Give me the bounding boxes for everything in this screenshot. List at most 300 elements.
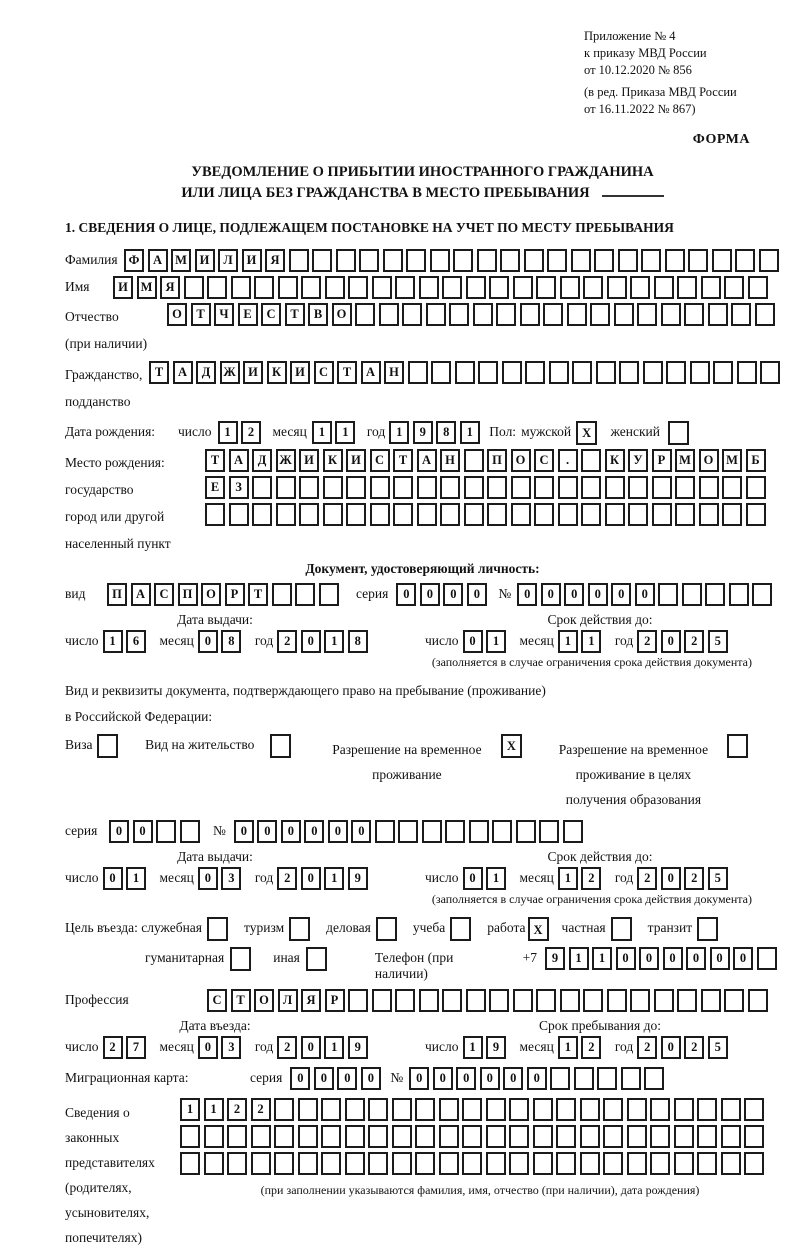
- char-cell[interactable]: [513, 989, 533, 1012]
- char-cell[interactable]: Ч: [214, 303, 234, 326]
- char-cell[interactable]: [744, 1125, 764, 1148]
- char-cell[interactable]: [393, 476, 413, 499]
- char-cell[interactable]: Т: [205, 449, 225, 472]
- char-cell[interactable]: [415, 1152, 435, 1175]
- char-cell[interactable]: 6: [126, 630, 146, 653]
- char-cell[interactable]: [603, 1125, 623, 1148]
- char-cell[interactable]: [489, 276, 509, 299]
- char-cell[interactable]: 0: [337, 1067, 357, 1090]
- char-cell[interactable]: [406, 249, 426, 272]
- char-cell[interactable]: 5: [708, 1036, 728, 1059]
- char-cell[interactable]: [500, 249, 520, 272]
- char-cell[interactable]: 0: [635, 583, 655, 606]
- char-cell[interactable]: [627, 1098, 647, 1121]
- char-cell[interactable]: 1: [218, 421, 238, 444]
- char-cell[interactable]: [556, 1152, 576, 1175]
- char-cell[interactable]: [724, 989, 744, 1012]
- char-cell[interactable]: [370, 503, 390, 526]
- char-cell[interactable]: [180, 820, 200, 843]
- char-cell[interactable]: Я: [301, 989, 321, 1012]
- char-cell[interactable]: [675, 503, 695, 526]
- char-cell[interactable]: [274, 1098, 294, 1121]
- char-cell[interactable]: [516, 820, 536, 843]
- char-cell[interactable]: [469, 820, 489, 843]
- char-cell[interactable]: И: [242, 249, 262, 272]
- char-cell[interactable]: [583, 989, 603, 1012]
- char-cell[interactable]: [614, 303, 634, 326]
- char-cell[interactable]: 5: [708, 867, 728, 890]
- char-cell[interactable]: [415, 1098, 435, 1121]
- char-cell[interactable]: И: [113, 276, 133, 299]
- char-cell[interactable]: [712, 249, 732, 272]
- char-cell[interactable]: И: [299, 449, 319, 472]
- char-cell[interactable]: [520, 303, 540, 326]
- char-cell[interactable]: [462, 1152, 482, 1175]
- char-cell[interactable]: П: [178, 583, 198, 606]
- char-cell[interactable]: [462, 1098, 482, 1121]
- char-cell[interactable]: Ф: [124, 249, 144, 272]
- char-cell[interactable]: О: [254, 989, 274, 1012]
- char-cell[interactable]: С: [207, 989, 227, 1012]
- char-cell[interactable]: И: [290, 361, 310, 384]
- char-cell[interactable]: [487, 476, 507, 499]
- char-cell[interactable]: 0: [351, 820, 371, 843]
- char-cell[interactable]: Н: [440, 449, 460, 472]
- char-cell[interactable]: И: [346, 449, 366, 472]
- char-cell[interactable]: 0: [527, 1067, 547, 1090]
- char-cell[interactable]: [760, 361, 780, 384]
- char-cell[interactable]: 2: [637, 1036, 657, 1059]
- char-cell[interactable]: [525, 361, 545, 384]
- char-cell[interactable]: 0: [109, 820, 129, 843]
- char-cell[interactable]: [581, 503, 601, 526]
- temp-residence-checkbox[interactable]: X: [501, 734, 522, 758]
- char-cell[interactable]: 2: [227, 1098, 247, 1121]
- char-cell[interactable]: Е: [238, 303, 258, 326]
- char-cell[interactable]: [666, 361, 686, 384]
- char-cell[interactable]: [298, 1098, 318, 1121]
- char-cell[interactable]: Я: [160, 276, 180, 299]
- char-cell[interactable]: [721, 1152, 741, 1175]
- char-cell[interactable]: [581, 449, 601, 472]
- char-cell[interactable]: [511, 503, 531, 526]
- char-cell[interactable]: 9: [545, 947, 565, 970]
- char-cell[interactable]: О: [699, 449, 719, 472]
- char-cell[interactable]: 0: [639, 947, 659, 970]
- char-cell[interactable]: [392, 1125, 412, 1148]
- char-cell[interactable]: [757, 947, 777, 970]
- char-cell[interactable]: [674, 1152, 694, 1175]
- char-cell[interactable]: Д: [196, 361, 216, 384]
- char-cell[interactable]: С: [261, 303, 281, 326]
- char-cell[interactable]: 0: [314, 1067, 334, 1090]
- char-cell[interactable]: [415, 1125, 435, 1148]
- char-cell[interactable]: 1: [103, 630, 123, 653]
- char-cell[interactable]: [252, 503, 272, 526]
- char-cell[interactable]: [430, 249, 450, 272]
- char-cell[interactable]: [580, 1152, 600, 1175]
- char-cell[interactable]: 1: [558, 1036, 578, 1059]
- char-cell[interactable]: [227, 1125, 247, 1148]
- char-cell[interactable]: [580, 1125, 600, 1148]
- char-cell[interactable]: [204, 1125, 224, 1148]
- char-cell[interactable]: [658, 583, 678, 606]
- char-cell[interactable]: [440, 476, 460, 499]
- char-cell[interactable]: [558, 503, 578, 526]
- char-cell[interactable]: [536, 276, 556, 299]
- char-cell[interactable]: [489, 989, 509, 1012]
- char-cell[interactable]: 2: [684, 1036, 704, 1059]
- char-cell[interactable]: [661, 303, 681, 326]
- char-cell[interactable]: [348, 989, 368, 1012]
- char-cell[interactable]: [464, 476, 484, 499]
- char-cell[interactable]: [509, 1098, 529, 1121]
- char-cell[interactable]: [492, 820, 512, 843]
- char-cell[interactable]: [419, 989, 439, 1012]
- char-cell[interactable]: 2: [277, 867, 297, 890]
- char-cell[interactable]: .: [558, 449, 578, 472]
- char-cell[interactable]: [207, 276, 227, 299]
- char-cell[interactable]: [563, 820, 583, 843]
- char-cell[interactable]: А: [173, 361, 193, 384]
- char-cell[interactable]: 0: [710, 947, 730, 970]
- char-cell[interactable]: [705, 583, 725, 606]
- char-cell[interactable]: [478, 361, 498, 384]
- char-cell[interactable]: [650, 1152, 670, 1175]
- char-cell[interactable]: 9: [413, 421, 433, 444]
- temp-residence-edu-checkbox[interactable]: [727, 734, 748, 758]
- char-cell[interactable]: И: [195, 249, 215, 272]
- char-cell[interactable]: 1: [324, 630, 344, 653]
- char-cell[interactable]: [574, 1067, 594, 1090]
- char-cell[interactable]: [408, 361, 428, 384]
- char-cell[interactable]: [652, 503, 672, 526]
- char-cell[interactable]: 0: [661, 1036, 681, 1059]
- char-cell[interactable]: Н: [384, 361, 404, 384]
- char-cell[interactable]: 0: [480, 1067, 500, 1090]
- char-cell[interactable]: [375, 820, 395, 843]
- char-cell[interactable]: Ж: [276, 449, 296, 472]
- char-cell[interactable]: [276, 476, 296, 499]
- char-cell[interactable]: 0: [198, 867, 218, 890]
- char-cell[interactable]: О: [167, 303, 187, 326]
- char-cell[interactable]: Р: [225, 583, 245, 606]
- char-cell[interactable]: 2: [637, 867, 657, 890]
- char-cell[interactable]: [449, 303, 469, 326]
- char-cell[interactable]: [299, 503, 319, 526]
- char-cell[interactable]: [560, 276, 580, 299]
- char-cell[interactable]: [289, 249, 309, 272]
- char-cell[interactable]: [752, 583, 772, 606]
- char-cell[interactable]: [701, 276, 721, 299]
- char-cell[interactable]: 1: [592, 947, 612, 970]
- char-cell[interactable]: С: [314, 361, 334, 384]
- char-cell[interactable]: 0: [301, 630, 321, 653]
- char-cell[interactable]: [619, 361, 639, 384]
- char-cell[interactable]: 1: [324, 867, 344, 890]
- char-cell[interactable]: 0: [463, 630, 483, 653]
- char-cell[interactable]: [486, 1125, 506, 1148]
- char-cell[interactable]: [393, 503, 413, 526]
- char-cell[interactable]: [359, 249, 379, 272]
- char-cell[interactable]: [274, 1152, 294, 1175]
- char-cell[interactable]: [524, 249, 544, 272]
- char-cell[interactable]: [697, 1152, 717, 1175]
- char-cell[interactable]: 2: [581, 867, 601, 890]
- char-cell[interactable]: [644, 1067, 664, 1090]
- char-cell[interactable]: [252, 476, 272, 499]
- visa-checkbox[interactable]: [97, 734, 118, 758]
- char-cell[interactable]: Е: [205, 476, 225, 499]
- char-cell[interactable]: 0: [463, 867, 483, 890]
- purpose-other-checkbox[interactable]: [306, 947, 327, 971]
- char-cell[interactable]: 1: [486, 630, 506, 653]
- char-cell[interactable]: 0: [588, 583, 608, 606]
- char-cell[interactable]: [368, 1125, 388, 1148]
- char-cell[interactable]: [755, 303, 775, 326]
- char-cell[interactable]: [547, 249, 567, 272]
- char-cell[interactable]: [627, 1152, 647, 1175]
- char-cell[interactable]: [464, 503, 484, 526]
- char-cell[interactable]: [607, 276, 627, 299]
- char-cell[interactable]: О: [201, 583, 221, 606]
- char-cell[interactable]: М: [722, 449, 742, 472]
- char-cell[interactable]: [301, 276, 321, 299]
- char-cell[interactable]: [346, 476, 366, 499]
- char-cell[interactable]: [205, 503, 225, 526]
- char-cell[interactable]: [533, 1098, 553, 1121]
- char-cell[interactable]: [509, 1125, 529, 1148]
- char-cell[interactable]: [426, 303, 446, 326]
- char-cell[interactable]: 0: [733, 947, 753, 970]
- char-cell[interactable]: Т: [337, 361, 357, 384]
- char-cell[interactable]: 0: [396, 583, 416, 606]
- char-cell[interactable]: [439, 1098, 459, 1121]
- char-cell[interactable]: [684, 303, 704, 326]
- char-cell[interactable]: [184, 276, 204, 299]
- char-cell[interactable]: 2: [277, 1036, 297, 1059]
- char-cell[interactable]: С: [370, 449, 390, 472]
- char-cell[interactable]: Т: [149, 361, 169, 384]
- char-cell[interactable]: [533, 1125, 553, 1148]
- char-cell[interactable]: [699, 503, 719, 526]
- char-cell[interactable]: [536, 989, 556, 1012]
- char-cell[interactable]: [312, 249, 332, 272]
- char-cell[interactable]: Т: [231, 989, 251, 1012]
- char-cell[interactable]: И: [243, 361, 263, 384]
- char-cell[interactable]: [180, 1125, 200, 1148]
- char-cell[interactable]: П: [107, 583, 127, 606]
- char-cell[interactable]: 0: [456, 1067, 476, 1090]
- char-cell[interactable]: А: [361, 361, 381, 384]
- char-cell[interactable]: 9: [486, 1036, 506, 1059]
- char-cell[interactable]: [580, 1098, 600, 1121]
- char-cell[interactable]: 8: [221, 630, 241, 653]
- char-cell[interactable]: [502, 361, 522, 384]
- char-cell[interactable]: [607, 989, 627, 1012]
- char-cell[interactable]: [746, 503, 766, 526]
- char-cell[interactable]: 0: [198, 1036, 218, 1059]
- char-cell[interactable]: 1: [558, 630, 578, 653]
- char-cell[interactable]: [556, 1098, 576, 1121]
- char-cell[interactable]: [697, 1125, 717, 1148]
- char-cell[interactable]: 1: [460, 421, 480, 444]
- char-cell[interactable]: [323, 503, 343, 526]
- purpose-transit-checkbox[interactable]: [697, 917, 718, 941]
- char-cell[interactable]: 7: [126, 1036, 146, 1059]
- char-cell[interactable]: У: [628, 449, 648, 472]
- char-cell[interactable]: [477, 249, 497, 272]
- char-cell[interactable]: [590, 303, 610, 326]
- char-cell[interactable]: 1: [312, 421, 332, 444]
- char-cell[interactable]: [180, 1152, 200, 1175]
- char-cell[interactable]: [431, 361, 451, 384]
- char-cell[interactable]: [511, 476, 531, 499]
- char-cell[interactable]: [534, 503, 554, 526]
- char-cell[interactable]: 2: [637, 630, 657, 653]
- char-cell[interactable]: [370, 476, 390, 499]
- char-cell[interactable]: 1: [204, 1098, 224, 1121]
- char-cell[interactable]: [466, 989, 486, 1012]
- char-cell[interactable]: 1: [569, 947, 589, 970]
- char-cell[interactable]: А: [148, 249, 168, 272]
- char-cell[interactable]: 0: [304, 820, 324, 843]
- char-cell[interactable]: 0: [328, 820, 348, 843]
- char-cell[interactable]: П: [487, 449, 507, 472]
- char-cell[interactable]: [674, 1098, 694, 1121]
- char-cell[interactable]: 1: [486, 867, 506, 890]
- char-cell[interactable]: [274, 1125, 294, 1148]
- char-cell[interactable]: 0: [281, 820, 301, 843]
- char-cell[interactable]: [735, 249, 755, 272]
- char-cell[interactable]: 9: [348, 867, 368, 890]
- char-cell[interactable]: 2: [684, 867, 704, 890]
- char-cell[interactable]: [618, 249, 638, 272]
- char-cell[interactable]: Т: [248, 583, 268, 606]
- char-cell[interactable]: [383, 249, 403, 272]
- char-cell[interactable]: 0: [467, 583, 487, 606]
- char-cell[interactable]: [419, 276, 439, 299]
- char-cell[interactable]: [473, 303, 493, 326]
- char-cell[interactable]: [229, 503, 249, 526]
- char-cell[interactable]: 0: [661, 630, 681, 653]
- char-cell[interactable]: 0: [517, 583, 537, 606]
- char-cell[interactable]: [677, 276, 697, 299]
- purpose-work-checkbox[interactable]: X: [528, 917, 549, 941]
- char-cell[interactable]: [440, 503, 460, 526]
- char-cell[interactable]: [539, 820, 559, 843]
- char-cell[interactable]: [422, 820, 442, 843]
- char-cell[interactable]: Ж: [220, 361, 240, 384]
- char-cell[interactable]: [701, 989, 721, 1012]
- char-cell[interactable]: [543, 303, 563, 326]
- char-cell[interactable]: [251, 1125, 271, 1148]
- char-cell[interactable]: [722, 503, 742, 526]
- char-cell[interactable]: 3: [221, 867, 241, 890]
- char-cell[interactable]: 2: [684, 630, 704, 653]
- char-cell[interactable]: 0: [686, 947, 706, 970]
- char-cell[interactable]: 0: [301, 867, 321, 890]
- char-cell[interactable]: 9: [348, 1036, 368, 1059]
- char-cell[interactable]: 1: [389, 421, 409, 444]
- char-cell[interactable]: 0: [503, 1067, 523, 1090]
- female-checkbox[interactable]: [668, 421, 689, 445]
- char-cell[interactable]: 2: [103, 1036, 123, 1059]
- char-cell[interactable]: Т: [285, 303, 305, 326]
- char-cell[interactable]: [368, 1152, 388, 1175]
- char-cell[interactable]: [744, 1098, 764, 1121]
- char-cell[interactable]: 0: [564, 583, 584, 606]
- char-cell[interactable]: [675, 476, 695, 499]
- residence-permit-checkbox[interactable]: [270, 734, 291, 758]
- char-cell[interactable]: [596, 361, 616, 384]
- char-cell[interactable]: [392, 1152, 412, 1175]
- char-cell[interactable]: Я: [265, 249, 285, 272]
- char-cell[interactable]: [759, 249, 779, 272]
- purpose-tourism-checkbox[interactable]: [289, 917, 310, 941]
- char-cell[interactable]: 2: [241, 421, 261, 444]
- char-cell[interactable]: К: [605, 449, 625, 472]
- char-cell[interactable]: 2: [581, 1036, 601, 1059]
- char-cell[interactable]: [594, 249, 614, 272]
- char-cell[interactable]: [605, 476, 625, 499]
- char-cell[interactable]: [345, 1098, 365, 1121]
- char-cell[interactable]: 2: [277, 630, 297, 653]
- purpose-humanitarian-checkbox[interactable]: [230, 947, 251, 971]
- char-cell[interactable]: [278, 276, 298, 299]
- char-cell[interactable]: [630, 276, 650, 299]
- char-cell[interactable]: [628, 476, 648, 499]
- char-cell[interactable]: [251, 1152, 271, 1175]
- char-cell[interactable]: [721, 1125, 741, 1148]
- char-cell[interactable]: З: [229, 476, 249, 499]
- char-cell[interactable]: [567, 303, 587, 326]
- char-cell[interactable]: [603, 1152, 623, 1175]
- char-cell[interactable]: [748, 989, 768, 1012]
- char-cell[interactable]: О: [332, 303, 352, 326]
- char-cell[interactable]: 0: [133, 820, 153, 843]
- char-cell[interactable]: [442, 276, 462, 299]
- char-cell[interactable]: [368, 1098, 388, 1121]
- char-cell[interactable]: 1: [126, 867, 146, 890]
- char-cell[interactable]: [729, 583, 749, 606]
- char-cell[interactable]: [677, 989, 697, 1012]
- char-cell[interactable]: [402, 303, 422, 326]
- char-cell[interactable]: [227, 1152, 247, 1175]
- char-cell[interactable]: [533, 1152, 553, 1175]
- char-cell[interactable]: [560, 989, 580, 1012]
- char-cell[interactable]: [439, 1125, 459, 1148]
- char-cell[interactable]: [572, 361, 592, 384]
- char-cell[interactable]: А: [417, 449, 437, 472]
- char-cell[interactable]: [455, 361, 475, 384]
- char-cell[interactable]: [345, 1152, 365, 1175]
- char-cell[interactable]: [603, 1098, 623, 1121]
- char-cell[interactable]: В: [308, 303, 328, 326]
- char-cell[interactable]: 5: [708, 630, 728, 653]
- char-cell[interactable]: 0: [409, 1067, 429, 1090]
- char-cell[interactable]: 0: [290, 1067, 310, 1090]
- char-cell[interactable]: С: [154, 583, 174, 606]
- char-cell[interactable]: [321, 1098, 341, 1121]
- char-cell[interactable]: [156, 820, 176, 843]
- char-cell[interactable]: [721, 1098, 741, 1121]
- char-cell[interactable]: [348, 276, 368, 299]
- char-cell[interactable]: А: [131, 583, 151, 606]
- char-cell[interactable]: К: [323, 449, 343, 472]
- char-cell[interactable]: [321, 1152, 341, 1175]
- char-cell[interactable]: [272, 583, 292, 606]
